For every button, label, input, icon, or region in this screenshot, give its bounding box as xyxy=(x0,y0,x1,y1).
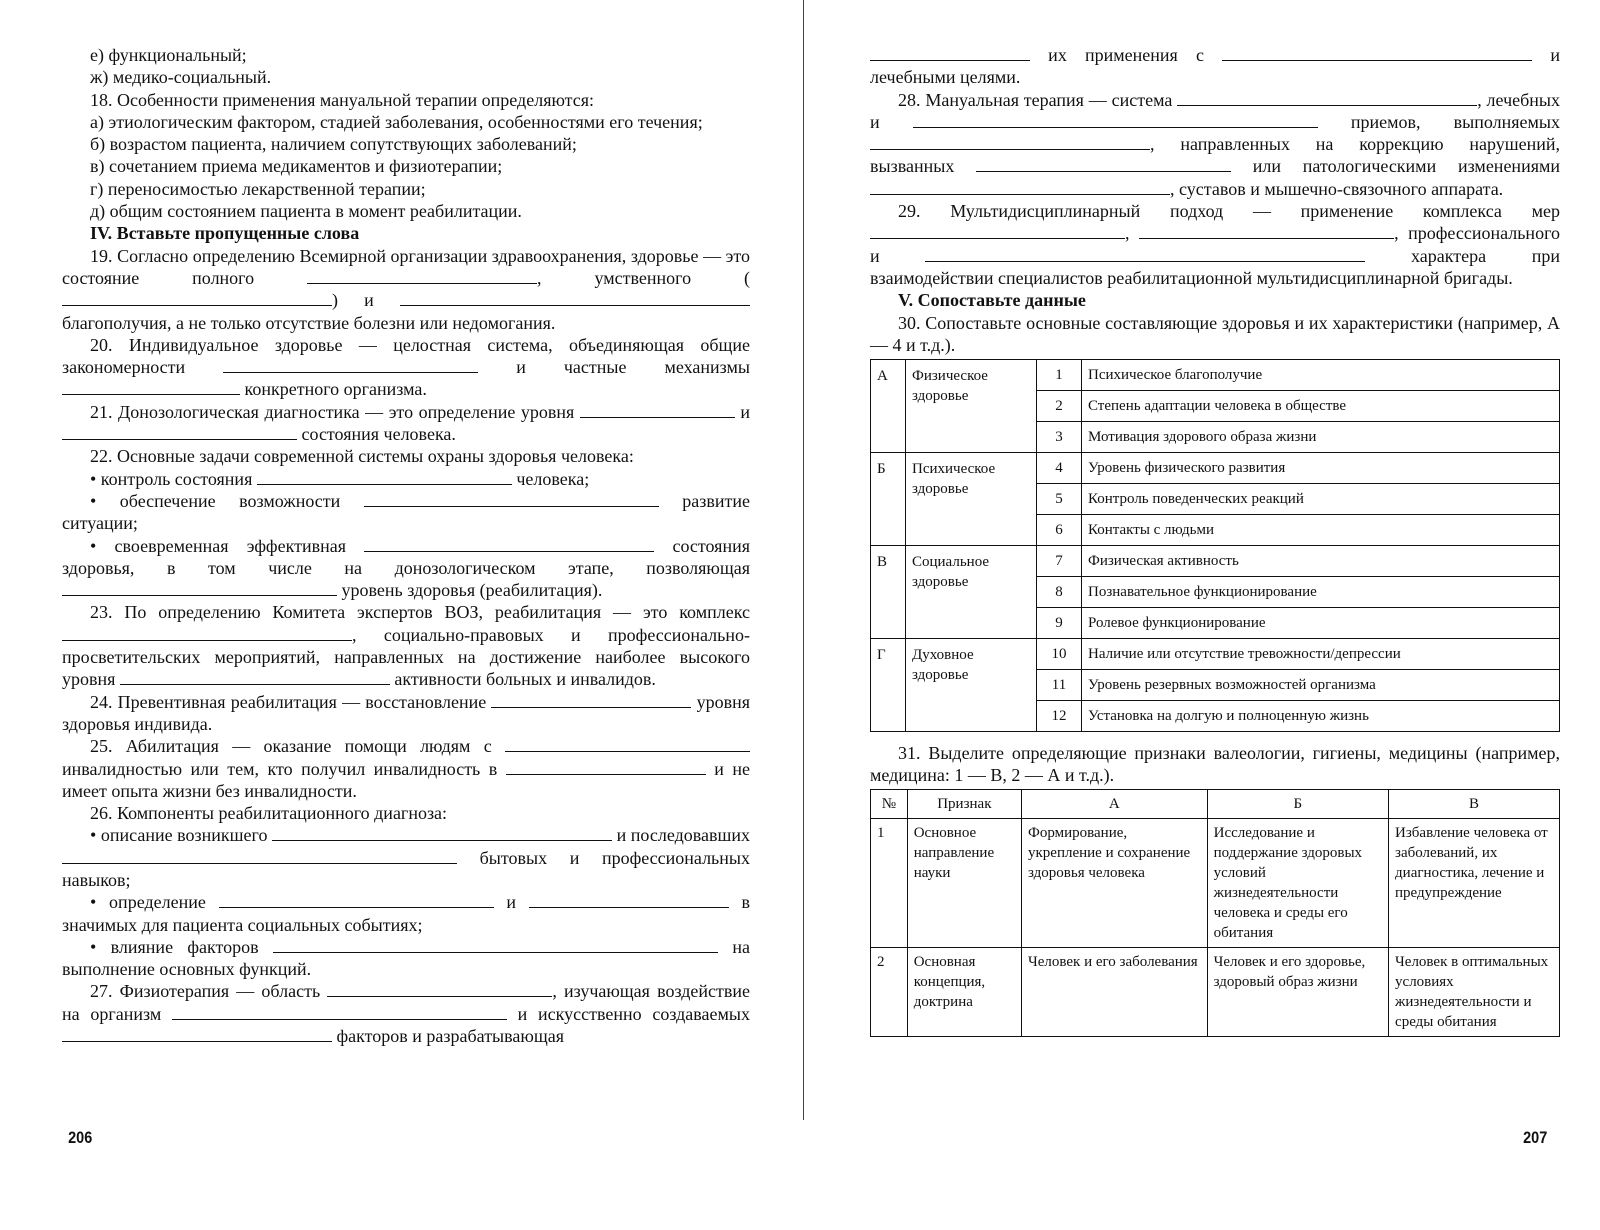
answer-blank[interactable] xyxy=(62,581,337,596)
answer-blank[interactable] xyxy=(1222,46,1532,61)
column-header: Б xyxy=(1207,789,1388,818)
item-text: Контакты с людьми xyxy=(1082,515,1560,546)
answer-blank[interactable] xyxy=(870,46,1030,61)
answer-blank[interactable] xyxy=(307,269,537,284)
item-text: Уровень резервных возможностей организма xyxy=(1082,670,1560,701)
answer-blank[interactable] xyxy=(62,291,332,306)
group-letter: Б xyxy=(871,453,906,546)
item-number: 6 xyxy=(1037,515,1082,546)
answer-blank[interactable] xyxy=(62,380,240,395)
text-line: 21. Донозологическая диагностика — это определение уровня и состояния человека. xyxy=(62,401,750,446)
table-cell: Формирование, укрепление и сохранение здоровья человека xyxy=(1022,818,1208,947)
item-number: 11 xyxy=(1037,670,1082,701)
item-text: Познавательное функционирование xyxy=(1082,577,1560,608)
text-line: а) этиологическим фактором, стадией заболевания, особенностями его течения; xyxy=(90,111,703,132)
text-line: 22. Основные задачи современной системы охраны здоровья человека: xyxy=(90,446,634,467)
item-number: 8 xyxy=(1037,577,1082,608)
text-line: • своевременная эффективная состояния здоровья, в том числе на донозологическом этапе, позволяющая уровень здоровья (реабилитация). xyxy=(62,535,750,601)
item-text: Мотивация здорового образа жизни xyxy=(1082,422,1560,453)
left-page xyxy=(62,44,750,1047)
text-line: 19. Согласно определению Всемирной организации здравоохранения, здоровье — это состояние полного , умственного () и благополучия, а не только отсутствие болезни или недомогания. xyxy=(62,245,750,333)
answer-blank[interactable] xyxy=(257,470,512,485)
item-text: Уровень физического развития xyxy=(1082,453,1560,484)
section-heading: V. Сопоставьте данные xyxy=(898,290,1086,311)
answer-blank[interactable] xyxy=(120,670,390,685)
item-text: Физическая активность xyxy=(1082,546,1560,577)
health-components-table xyxy=(870,359,1560,732)
text-line: 25. Абилитация — оказание помощи людям с инвалидностью или тем, кто получил инвалидность в и не имеет опыта жизни без инвалидности. xyxy=(62,736,750,801)
answer-blank[interactable] xyxy=(62,849,457,864)
table-row xyxy=(871,947,1560,1036)
answer-blank[interactable] xyxy=(223,358,478,373)
column-header: № xyxy=(871,789,908,818)
text-line: 26. Компоненты реабилитационного диагноза: xyxy=(90,803,448,824)
answer-blank[interactable] xyxy=(219,893,494,908)
group-name: Физическое здоровье xyxy=(906,360,1037,453)
item-text: Контроль поведенческих реакций xyxy=(1082,484,1560,515)
page-number-right: 207 xyxy=(1523,1128,1548,1147)
text-line: 18. Особенности применения мануальной терапии определяются: xyxy=(90,89,595,110)
page-number-left: 206 xyxy=(68,1128,93,1147)
text-line: ж) медико-социальный. xyxy=(90,67,272,88)
answer-blank[interactable] xyxy=(1177,91,1477,106)
text-line: • контроль состояния человека; xyxy=(90,468,590,489)
item-number: 1 xyxy=(1037,360,1082,391)
item-number: 12 xyxy=(1037,701,1082,732)
text-line: 27. Физиотерапия — область , изучающая воздействие на организм и искусственно создаваемых факторов и разрабатывающая xyxy=(62,981,750,1047)
right-page xyxy=(870,44,1560,1037)
table-cell: Человек в оптимальных условиях жизнедеятельности и среды обитания xyxy=(1389,947,1560,1036)
text-line: д) общим состоянием пациента в момент реабилитации. xyxy=(90,201,522,222)
answer-blank[interactable] xyxy=(364,492,659,507)
table-cell: Человек и его заболевания xyxy=(1022,947,1208,1036)
answer-blank[interactable] xyxy=(491,693,691,708)
answer-blank[interactable] xyxy=(364,537,654,552)
table-row xyxy=(871,453,1560,484)
text-line: 24. Превентивная реабилитация — восстановление уровня здоровья индивида. xyxy=(62,691,750,734)
answer-blank[interactable] xyxy=(870,135,1150,150)
answer-blank[interactable] xyxy=(1139,224,1394,239)
text-line: б) возрастом пациента, наличием сопутствующих заболеваний; xyxy=(90,134,577,155)
text-line: 29. Мультидисциплинарный подход — применение комплекса мер , , профессионального и характера при взаимодействии специалистов реабилитационной мультидисциплинарной бригады. xyxy=(870,201,1561,288)
text-line: • обеспечение возможности развитие ситуации; xyxy=(62,490,750,534)
answer-blank[interactable] xyxy=(400,291,750,306)
item-text: Ролевое функционирование xyxy=(1082,608,1560,639)
table-cell: Человек и его здоровье, здоровый образ жизни xyxy=(1207,947,1388,1036)
answer-blank[interactable] xyxy=(870,180,1170,195)
item-number: 7 xyxy=(1037,546,1082,577)
answer-blank[interactable] xyxy=(62,1027,332,1042)
features-table xyxy=(870,789,1560,1037)
group-letter: Г xyxy=(871,639,906,732)
answer-blank[interactable] xyxy=(505,737,750,752)
text-line: • описание возникшего и последовавших бытовых и профессиональных навыков; xyxy=(62,825,750,890)
item-number: 5 xyxy=(1037,484,1082,515)
item-text: Наличие или отсутствие тревожности/депрессии xyxy=(1082,639,1560,670)
answer-blank[interactable] xyxy=(925,247,1365,262)
table-cell: Избавление человека от заболеваний, их диагностика, лечение и предупреждение xyxy=(1389,818,1560,947)
column-header: В xyxy=(1389,789,1560,818)
group-letter: А xyxy=(871,360,906,453)
group-name: Психическое здоровье xyxy=(906,453,1037,546)
text-line: • определение и в значимых для пациента социальных событиях; xyxy=(62,892,751,935)
table-row xyxy=(871,546,1560,577)
item-text: Степень адаптации человека в обществе xyxy=(1082,391,1560,422)
text-line: их применения с и лечебными целями. xyxy=(870,45,1561,88)
column-header: А xyxy=(1022,789,1208,818)
answer-blank[interactable] xyxy=(62,626,352,641)
answer-blank[interactable] xyxy=(529,893,729,908)
answer-blank[interactable] xyxy=(62,425,297,440)
item-number: 3 xyxy=(1037,422,1082,453)
column-header: Признак xyxy=(907,789,1021,818)
item-number: 10 xyxy=(1037,639,1082,670)
page-gutter xyxy=(803,0,804,1120)
text-line: 28. Мануальная терапия — система , лечебных и приемов, выполняемых , направленных на коррекцию нарушений, вызванных или патологическими изменениями , суставов и мышечно-связочного аппарата. xyxy=(870,89,1560,199)
table-row xyxy=(871,818,1560,947)
answer-blank[interactable] xyxy=(870,224,1125,239)
answer-blank[interactable] xyxy=(506,760,706,775)
text-line: 20. Индивидуальное здоровье — целостная система, объединяющая общие закономерности и частные механизмы конкретного организма. xyxy=(62,334,751,400)
answer-blank[interactable] xyxy=(913,113,1318,128)
table-cell: Основная концепция, доктрина xyxy=(907,947,1021,1036)
text-line: • влияние факторов на выполнение основных функций. xyxy=(62,936,750,980)
item-number: 4 xyxy=(1037,453,1082,484)
group-letter: В xyxy=(871,546,906,639)
table-row xyxy=(871,360,1560,391)
right-page-text xyxy=(870,44,1560,356)
answer-blank[interactable] xyxy=(327,982,552,997)
item-number: 2 xyxy=(1037,391,1082,422)
question-31 xyxy=(870,742,1560,787)
table-cell: Исследование и поддержание здоровых условий жизнедеятельности человека и среды его обитания xyxy=(1207,818,1388,947)
group-name: Духовное здоровье xyxy=(906,639,1037,732)
answer-blank[interactable] xyxy=(273,938,718,953)
group-name: Социальное здоровье xyxy=(906,546,1037,639)
question-31-text: 31. Выделите определяющие признаки валеологии, гигиены, медицины (например, медицина: 1 — В, 2 — А и т.д.). xyxy=(870,743,1560,786)
table-cell: 2 xyxy=(871,947,908,1036)
table-cell: Основное направление науки xyxy=(907,818,1021,947)
table-cell: 1 xyxy=(871,818,908,947)
text-line: е) функциональный; xyxy=(90,45,247,65)
text-line: 23. По определению Комитета экспертов ВОЗ, реабилитация — это комплекс , социально-правовых и профессионально-просветительских мероприятий, направленных на достижение наиболее высокого уровня активности больных и инвалидов. xyxy=(62,602,750,690)
answer-blank[interactable] xyxy=(580,403,735,418)
table-row xyxy=(871,639,1560,670)
text-line: г) переносимостью лекарственной терапии; xyxy=(90,178,426,199)
answer-blank[interactable] xyxy=(976,157,1231,172)
answer-blank[interactable] xyxy=(272,826,612,841)
section-heading: IV. Вставьте пропущенные слова xyxy=(90,223,360,244)
table-header-row xyxy=(871,789,1560,818)
item-number: 9 xyxy=(1037,608,1082,639)
answer-blank[interactable] xyxy=(172,1005,507,1020)
text-line: в) сочетанием приема медикаментов и физиотерапии; xyxy=(90,156,503,177)
item-text: Установка на долгую и полноценную жизнь xyxy=(1082,701,1560,732)
item-text: Психическое благополучие xyxy=(1082,360,1560,391)
text-line: 30. Сопоставьте основные составляющие здоровья и их характеристики (например, А — 4 и т.д.). xyxy=(870,312,1560,355)
